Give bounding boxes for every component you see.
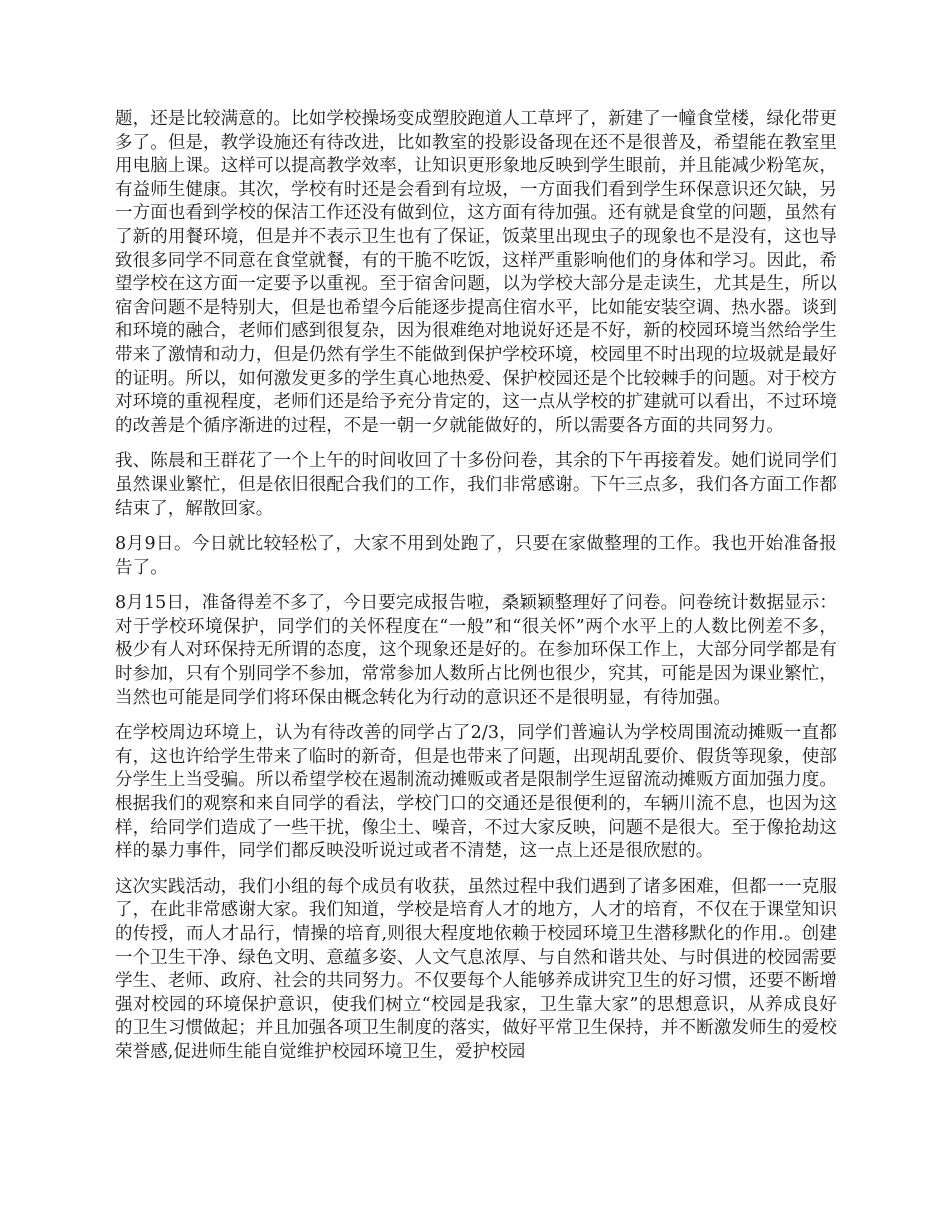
paragraph-questionnaire-collection: 我、陈晨和王群花了一个上午的时间收回了十多份问卷，其余的下午再接着发。她们说同学们虽然课业繁忙，但是依旧很配合我们的工作，我们非常感谢。下午三点多，我们各方面工作都结束了，解散回家。 xyxy=(115,451,837,519)
paragraph-august-15-survey-results: 8月15日，准备得差不多了，今日要完成报告啦，桑颖颖整理好了问卷。问卷统计数据显示：对于学校环境保护，同学们的关怀程度在“一般”和“很关怀”两个水平上的人数比例差不多，极少有人对环保持无所谓的态度，这个现象还是好的。在参加环保工作上，大部分同学都是有时参加，只有个别同学不参加，常常参加人数所占比例也很少，究其，可能是因为课业繁忙，当然也可能是同学们将环保由概念转化为行动的意识还不是很明显，有待加强。 xyxy=(115,593,837,708)
document-page xyxy=(115,108,837,1077)
paragraph-conclusion: 这次实践活动，我们小组的每个成员有收获，虽然过程中我们遇到了诸多困难，但都一一克服了，在此非常感谢大家。我们知道，学校是培育人才的地方，人才的培育，不仅在于课堂知识的传授，而人才品行，情操的培育,则很大程度地依赖于校园环境卫生潜移默化的作用.。创建一个卫生干净、绿色文明、意蕴多姿、人文气息浓厚、与自然和谐共处、与时俱进的校园需要学生、老师、政府、社会的共同努力。不仅要每个人能够养成讲究卫生的好习惯，还要不断增强对校园的环境保护意识，使我们树立“校园是我家，卫生靠大家”的思想意识，从养成良好的卫生习惯做起；并且加强各项卫生制度的落实，做好平常卫生保持，并不断激发师生的爱校荣誉感,促进师生能自觉维护校园环境卫生，爱护校园 xyxy=(115,876,837,1062)
paragraph-surrounding-environment: 在学校周边环境上，认为有待改善的同学占了2/3，同学们普遍认为学校周围流动摊贩一直都有，这也许给学生带来了临时的新奇，但是也带来了问题，出现胡乱要价、假货等现象，使部分学生上当受骗。所以希望学校在遏制流动摊贩或者是限制学生逗留流动摊贩方面加强力度。根据我们的观察和来自同学的看法，学校门口的交通还是很便利的，车辆川流不息，也因为这样，给同学们造成了一些干扰，像尘土、噪音，不过大家反映，问题不是很大。至于像抢劫这样的暴力事件，同学们都反映没听说过或者不清楚，这一点上还是很欣慰的。 xyxy=(115,723,837,862)
paragraph-august-9: 8月9日。今日就比较轻松了，大家不用到处跑了，只要在家做整理的工作。我也开始准备报告了。 xyxy=(115,534,837,578)
paragraph-campus-environment-opinions: 题，还是比较满意的。比如学校操场变成塑胶跑道人工草坪了，新建了一幢食堂楼，绿化带更多了。但是，教学设施还有待改进，比如教室的投影设备现在还不是很普及，希望能在教室里用电脑上课。这样可以提高教学效率，让知识更形象地反映到学生眼前，并且能减少粉笔灰，有益师生健康。其次，学校有时还是会看到有垃圾，一方面我们看到学生环保意识还欠缺，另一方面也看到学校的保洁工作还没有做到位，这方面有待加强。还有就是食堂的问题，虽然有了新的用餐环境，但是并不表示卫生也有了保证，饭菜里出现虫子的现象也不是没有，这也导致很多同学不同意在食堂就餐，有的干脆不吃饭，这样严重影响他们的身体和学习。因此，希望学校在这方面一定要予以重视。至于宿舍问题，以为学校大部分是走读生，尤其是生，所以宿舍问题不是特别大，但是也希望今后能逐步提高住宿水平，比如能安装空调、热水器。谈到和环境的融合，老师们感到很复杂，因为很难绝对地说好还是不好，新的校园环境当然给学生带来了激情和动力，但是仍然有学生不能做到保护学校环境，校园里不时出现的垃圾就是最好的证明。所以，如何激发更多的学生真心地热爱、保护校园还是个比较棘手的问题。对于校方对环境的重视程度，老师们还是给予充分肯定的，这一点从学校的扩建就可以看出，不过环境的改善是个循序渐进的过程，不是一朝一夕就能做好的，所以需要各方面的共同努力。 xyxy=(115,109,837,436)
